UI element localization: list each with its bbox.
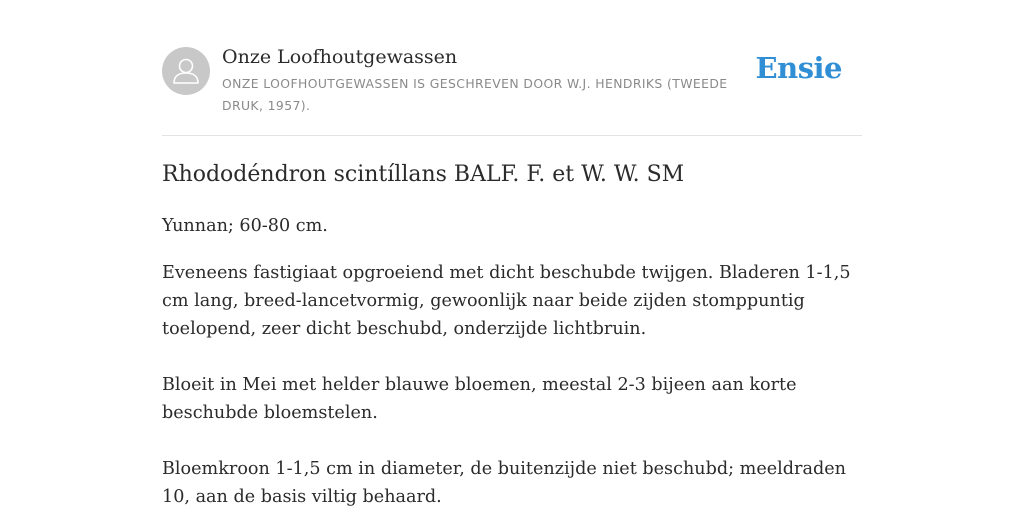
- entry-content: [162, 158, 862, 511]
- brand-logo[interactable]: Ensie: [755, 51, 842, 85]
- entry-paragraph-distribution: Yunnan; 60-80 cm.: [162, 216, 328, 236]
- avatar[interactable]: [162, 47, 210, 95]
- source-header: [162, 44, 862, 136]
- user-icon: [162, 47, 210, 95]
- entry-title: Rhododéndron scintíllans BALF. F. et W. W. SM: [162, 162, 685, 187]
- entry-paragraph-corolla: Bloemkroon 1-1,5 cm in diameter, de buitenzijde niet beschubd; meeldraden 10, aan de basis viltig behaard.: [162, 459, 846, 507]
- entry-paragraph-flowering: Bloeit in Mei met helder blauwe bloemen, meestal 2-3 bijeen aan korte beschubde bloemstelen.: [162, 375, 797, 423]
- entry-paragraph-description: Eveneens fastigiaat opgroeiend met dicht beschubde twijgen. Bladeren 1-1,5 cm lang, breed-lancetvormig, gewoonlijk naar beide zijden stomppuntig toelopend, zeer dicht beschubd, onderzijde lichtbruin.: [162, 263, 851, 339]
- source-description: ONZE LOOFHOUTGEWASSEN IS GESCHREVEN DOOR W.J. HENDRIKS (TWEEDE DRUK, 1957).: [222, 76, 728, 113]
- source-title[interactable]: Onze Loofhoutgewassen: [222, 46, 458, 68]
